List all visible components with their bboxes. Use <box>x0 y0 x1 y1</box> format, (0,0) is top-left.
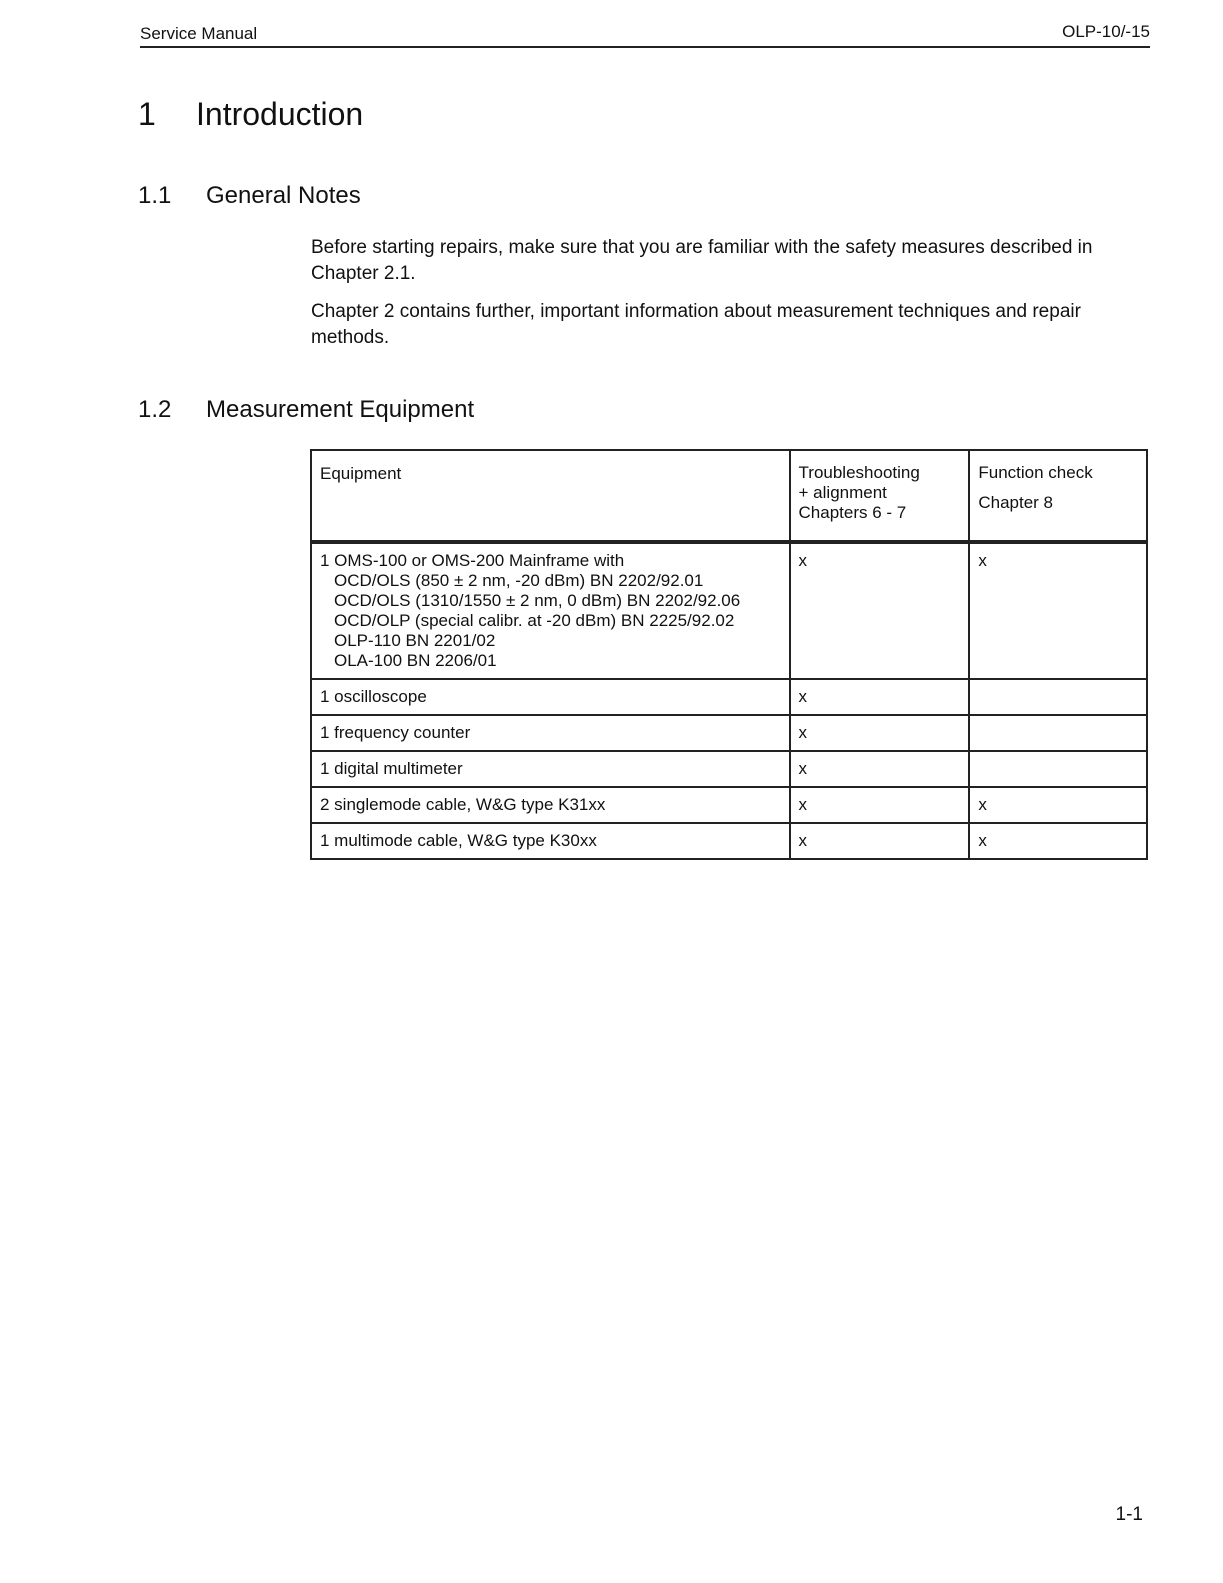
header-troubleshooting-line: Chapters 6 - 7 <box>798 503 907 522</box>
cell-troubleshooting: x <box>790 751 970 787</box>
chapter-heading <box>138 96 363 133</box>
cell-equipment: 1 frequency counter <box>311 715 790 751</box>
header-troubleshooting-line: Troubleshooting <box>798 463 920 482</box>
page-number: 1-1 <box>1115 1504 1143 1525</box>
cell-troubleshooting: x <box>790 787 970 823</box>
table-row <box>311 679 1147 715</box>
cell-equipment: 1 multimode cable, W&G type K30xx <box>311 823 790 859</box>
cell-function-check: x <box>969 787 1147 823</box>
cell-function-check <box>969 751 1147 787</box>
cell-equipment <box>311 542 790 679</box>
cell-equipment: 1 oscilloscope <box>311 679 790 715</box>
cell-function-check: x <box>969 823 1147 859</box>
cell-troubleshooting: x <box>790 715 970 751</box>
section-title: Measurement Equipment <box>206 396 475 423</box>
cell-troubleshooting: x <box>790 823 970 859</box>
header-document-type: Service Manual <box>140 24 258 43</box>
header-function-check-line: Chapter 8 <box>978 493 1054 512</box>
section-title: General Notes <box>206 182 361 209</box>
cell-equipment: 1 digital multimeter <box>311 751 790 787</box>
table-row <box>311 542 1147 679</box>
header-function-check <box>969 450 1147 542</box>
section-number: 1.1 <box>138 182 172 209</box>
equipment-sub-item: OLP-110 BN 2201/02 <box>334 631 496 650</box>
section-number: 1.2 <box>138 396 172 423</box>
page-header <box>140 22 1150 48</box>
table-header-row <box>311 450 1147 542</box>
section-heading-measurement-equipment <box>138 396 474 424</box>
equipment-sub-item: OCD/OLS (1310/1550 ± 2 nm, 0 dBm) BN 2202/92.06 <box>334 591 741 610</box>
equipment-sub-item: OCD/OLP (special calibr. at -20 dBm) BN 2225/92.02 <box>334 611 735 630</box>
equipment-sub-item: OCD/OLS (850 ± 2 nm, -20 dBm) BN 2202/92.01 <box>334 571 704 590</box>
paragraph-safety: Before starting repairs, make sure that you are familiar with the safety measures described in Chapter 2.1. <box>311 237 1093 284</box>
cell-function-check <box>969 679 1147 715</box>
equipment-sub-item: OLA-100 BN 2206/01 <box>334 651 497 670</box>
measurement-equipment-table <box>310 449 1148 860</box>
cell-function-check: x <box>969 542 1147 679</box>
table-row <box>311 787 1147 823</box>
header-function-check-line: Function check <box>978 463 1093 482</box>
chapter-number: 1 <box>138 96 156 132</box>
table-row <box>311 715 1147 751</box>
header-model: OLP-10/-15 <box>1062 22 1150 41</box>
header-equipment: Equipment <box>311 450 790 542</box>
section-heading-general-notes <box>138 182 361 210</box>
header-troubleshooting-line: + alignment <box>798 483 887 502</box>
paragraph-chapter-2: Chapter 2 contains further, important information about measurement techniques and repair methods. <box>311 301 1081 348</box>
equipment-main: 1 OMS-100 or OMS-200 Mainframe with <box>320 551 625 570</box>
table-row <box>311 751 1147 787</box>
cell-troubleshooting: x <box>790 542 970 679</box>
table-row <box>311 823 1147 859</box>
cell-function-check <box>969 715 1147 751</box>
chapter-title: Introduction <box>196 96 364 132</box>
cell-troubleshooting: x <box>790 679 970 715</box>
cell-equipment: 2 singlemode cable, W&G type K31xx <box>311 787 790 823</box>
header-troubleshooting <box>790 450 970 542</box>
